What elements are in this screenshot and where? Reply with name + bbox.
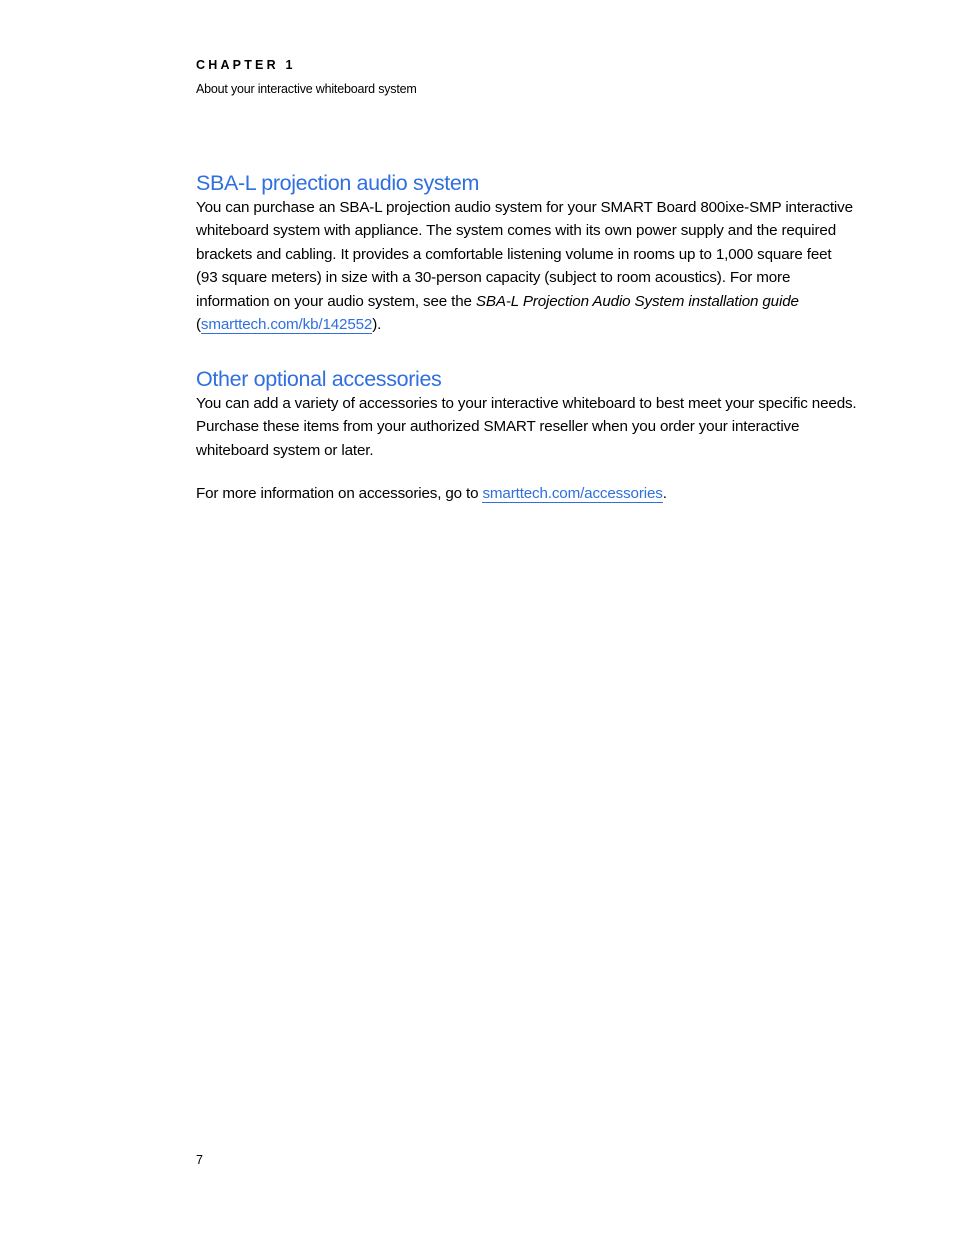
link-paren-close: ). bbox=[372, 316, 382, 334]
installation-guide-title: SBA-L Projection Audio System installation guide bbox=[475, 292, 799, 310]
section-other-accessories bbox=[196, 366, 876, 505]
accessories-line-3: whiteboard system or later. bbox=[196, 441, 374, 459]
accessories-paragraph bbox=[196, 392, 876, 462]
accessories-line-1: You can add a variety of accessories to your interactive whiteboard to best meet your specific needs. bbox=[196, 395, 857, 412]
sba-l-line-1: You can purchase an SBA-L projection audio system for your SMART Board 800ixe-SMP interactive bbox=[196, 199, 853, 216]
sba-l-line-3: brackets and cabling. It provides a comfortable listening volume in rooms up to 1,000 square feet bbox=[196, 245, 832, 263]
more-info-text: For more information on accessories, go to bbox=[196, 484, 483, 502]
sba-l-line-5: information on your audio system, see the bbox=[196, 292, 476, 310]
sba-l-line-4: (93 square meters) in size with a 30-person capacity (subject to room acoustics). For more bbox=[196, 269, 791, 287]
kb-link[interactable]: smarttech.com/kb/142552 bbox=[200, 316, 373, 334]
section-sba-l-audio bbox=[196, 170, 876, 336]
chapter-label: CHAPTER 1 bbox=[196, 58, 296, 72]
accessories-line-2: Purchase these items from your authorized SMART reseller when you order your interactive bbox=[196, 418, 800, 436]
sba-l-paragraph bbox=[196, 196, 876, 336]
section-heading-accessories: Other optional accessories bbox=[196, 367, 442, 391]
link-paren-open: ( bbox=[196, 316, 201, 334]
section-heading-sba-l: SBA-L projection audio system bbox=[196, 171, 480, 195]
more-info-end: . bbox=[662, 484, 667, 502]
sba-l-line-2: whiteboard system with appliance. The system comes with its own power supply and the required bbox=[196, 222, 836, 240]
accessories-more-info bbox=[196, 482, 876, 505]
accessories-link[interactable]: smarttech.com/accessories bbox=[482, 484, 663, 502]
chapter-subtitle: About your interactive whiteboard system bbox=[196, 82, 417, 96]
page-number: 7 bbox=[196, 1153, 203, 1167]
